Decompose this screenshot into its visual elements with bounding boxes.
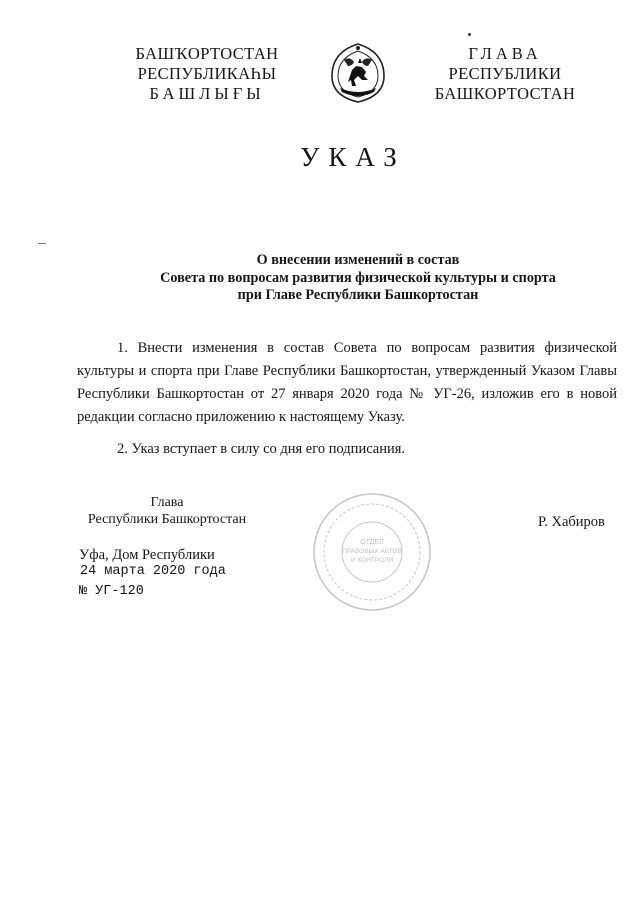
paragraph-2: 2. Указ вступает в силу со дня его подписания. [117,441,406,457]
header-right-block [430,44,580,104]
header-left-block [118,44,296,104]
subject-line-1: О внесении изменений в состав [256,252,460,268]
republic-emblem-icon [322,36,394,108]
scan-mark [38,243,46,244]
official-stamp [310,490,434,614]
document-subject [80,252,636,305]
paragraph-1: 1. Внести изменения в состав Совета по вопросам развития физической культуры и спорта при Главе Республики Башкортостан, утвержденный Указом Главы Республики Башкортостан от 27 января 2020 года № УГ-26, изложив его в новой редакции согласно приложению к настоящему Указу. [77,340,617,425]
stamp-text-1: ОТДЕЛ [360,539,384,546]
stamp-text-2: ПРАВОВЫХ АКТОВ [342,548,402,555]
header-left-line-2: РЕСПУБЛИКАҺЫ [137,64,277,83]
scan-speck [468,33,471,36]
subject-line-3: при Главе Республики Башкортостан [237,287,479,303]
header-right-line-1: ГЛАВА [468,44,542,63]
position-line-2: Республики Башкортостан [87,512,247,527]
header-left-line-1: БАШҠОРТОСТАН [135,44,279,63]
emblem-graphic [322,36,394,108]
document-type-title: УКАЗ [300,142,406,172]
header-right-line-3: БАШКОРТОСТАН [434,84,576,103]
subject-line-2: Совета по вопросам развития физической культуры и спорта [160,269,556,286]
header-left-line-3: БАШЛЫҒЫ [149,84,265,103]
signature-position [78,494,256,528]
issue-place: Уфа, Дом Республики [79,547,215,563]
header-right-line-2: РЕСПУБЛИКИ [448,64,562,83]
stamp-text-3: И КОНТРОЛЯ [350,557,394,564]
signer-name: Р. Хабиров [538,514,605,530]
position-line-1: Глава [150,495,184,510]
stamp-graphic [310,490,434,614]
decree-number: № УГ-120 [79,584,144,599]
issue-date: 24 марта 2020 года [80,564,226,579]
